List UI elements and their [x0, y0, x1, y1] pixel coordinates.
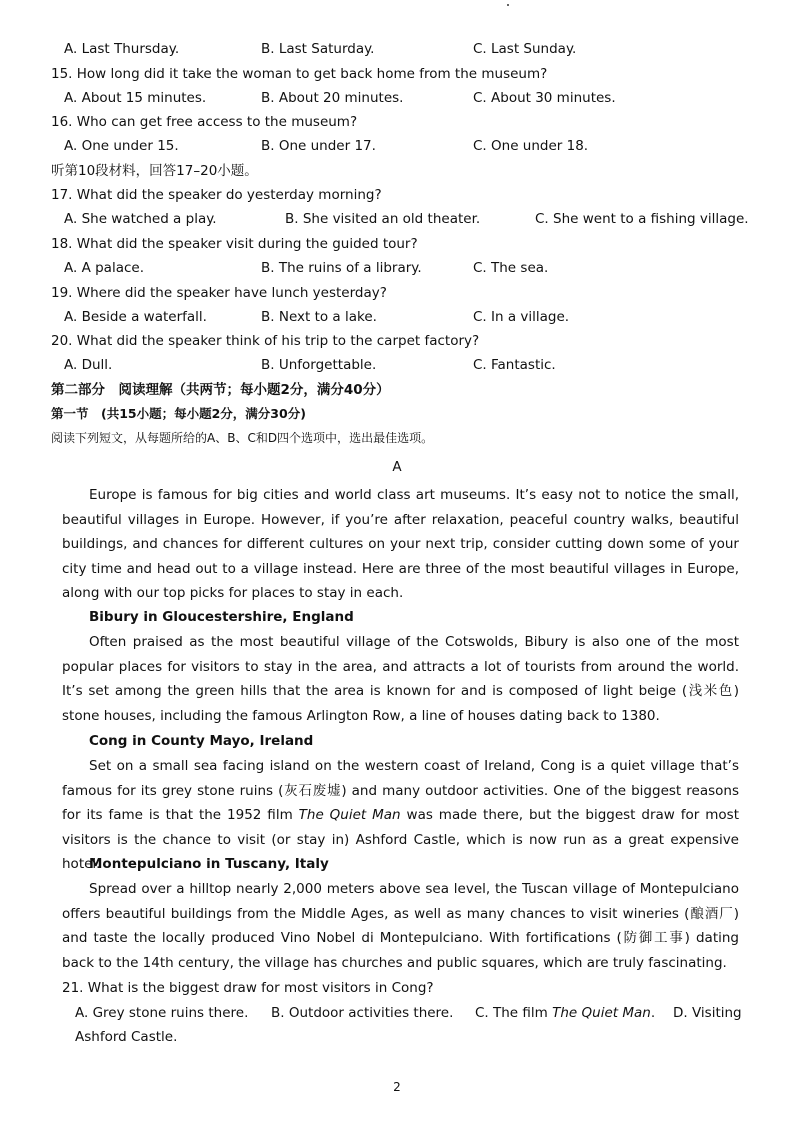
q21-option-c — [475, 1004, 655, 1022]
q15-stem: 15. How long did it take the woman to get back home from the museum? — [51, 66, 548, 82]
q16-stem: 16. Who can get free access to the museum? — [51, 114, 358, 130]
q18-option-b: B. The ruins of a library. — [261, 260, 422, 276]
reading-instruction: 阅读下列短文，从每题所给的A、B、C和D四个选项中，选出最佳选项。 — [51, 431, 434, 445]
bibury-text: Often praised as the most beautiful village of the Cotswolds, Bibury is also one of the most popular places for visitors to stay in the area, and attracts a lot of tourists from around the world. It’s set among the green hills that the area is known for and is composed of light beige (浅米色) stone houses, including the famous Arlington Row, a line of houses dating back to 1380. — [62, 634, 739, 724]
q17-option-a: A. She watched a play. — [64, 211, 217, 227]
q21-option-c-suffix: . — [650, 1005, 656, 1021]
cong-text-2: was made there, but the biggest draw for most visitors is the chance to visit (or stay in) Ashford Castle, which is now run as a great expensive hotel. — [62, 807, 739, 872]
q21-stem: 21. What is the biggest draw for most visitors in Cong? — [62, 980, 434, 996]
q19-option-c: C. In a village. — [473, 309, 570, 325]
q17-option-c: C. She went to a fishing village. — [535, 211, 749, 227]
q15-option-b: B. About 20 minutes. — [261, 90, 404, 106]
q19-option-b: B. Next to a lake. — [261, 309, 377, 325]
q16-option-c: C. One under 18. — [473, 138, 589, 154]
bibury-title: Bibury in Gloucestershire, England — [89, 609, 354, 625]
bibury-paragraph — [62, 630, 739, 728]
q21-option-b: B. Outdoor activities there. — [271, 1005, 454, 1021]
cong-film-title: The Quiet Man — [298, 807, 401, 823]
q21-option-d-continued: Ashford Castle. — [75, 1029, 178, 1045]
q21-option-c-film: The Quiet Man — [552, 1005, 651, 1021]
passage-letter: A — [392, 459, 402, 475]
montepulciano-paragraph — [62, 877, 739, 975]
montepulciano-text: Spread over a hilltop nearly 2,000 meters above sea level, the Tuscan village of Montepulciano offers beautiful buildings from the Middle Ages, as well as many chances to visit wineries (酿酒厂) and taste the locally produced Vino Nobel di Montepulciano. With fortifications (防御工事) dating back to the 14th century, the village has churches and public squares, which are truly fascinating. — [62, 881, 739, 971]
q14-option-c: C. Last Sunday. — [473, 41, 577, 57]
q21-option-d: D. Visiting — [673, 1005, 742, 1021]
q20-option-b: B. Unforgettable. — [261, 357, 377, 373]
intro-paragraph — [62, 483, 739, 606]
q19-stem: 19. Where did the speaker have lunch yesterday? — [51, 285, 387, 301]
q20-option-c: C. Fantastic. — [473, 357, 556, 373]
q20-option-a: A. Dull. — [64, 357, 113, 373]
q17-option-b: B. She visited an old theater. — [285, 211, 481, 227]
q17-stem: 17. What did the speaker do yesterday morning? — [51, 187, 382, 203]
page-number: 2 — [393, 1080, 401, 1094]
section1-heading: 第一节 (共15小题；每小题2分，满分30分) — [51, 406, 306, 421]
cong-title: Cong in County Mayo, Ireland — [89, 733, 314, 749]
scan-mark — [507, 4, 509, 6]
q19-option-a: A. Beside a waterfall. — [64, 309, 207, 325]
intro-text: Europe is famous for big cities and world class art museums. It’s easy not to notice the small, beautiful villages in Europe. However, if you’re after relaxation, peaceful country walks, beautiful buildings, and chances for different cultures on your next trip, consider cutting down some of your city time and head out to a village instead. Here are three of the most beautiful villages in Europe, along with our top picks for places to stay in each. — [62, 487, 739, 601]
q15-option-c: C. About 30 minutes. — [473, 90, 616, 106]
cong-text-1: Set on a small sea facing island on the western coast of Ireland, Cong is a quiet village that’s famous for its grey stone ruins (灰石废墟) and many outdoor activities. One of the biggest reasons for its fame is that the 1952 film — [62, 758, 739, 823]
q18-option-a: A. A palace. — [64, 260, 144, 276]
q21-option-a: A. Grey stone ruins there. — [75, 1005, 249, 1021]
material-10-heading: 听第10段材料，回答17–20小题。 — [51, 163, 258, 179]
q15-option-a: A. About 15 minutes. — [64, 90, 207, 106]
montepulciano-title: Montepulciano in Tuscany, Italy — [89, 856, 329, 872]
q18-stem: 18. What did the speaker visit during the guided tour? — [51, 236, 418, 252]
part2-heading: 第二部分 阅读理解（共两节；每小题2分，满分40分） — [51, 382, 390, 398]
q14-option-a: A. Last Thursday. — [64, 41, 180, 57]
q16-option-a: A. One under 15. — [64, 138, 179, 154]
q20-stem: 20. What did the speaker think of his trip to the carpet factory? — [51, 333, 480, 349]
q21-option-c-prefix: C. The film — [475, 1005, 553, 1021]
q16-option-b: B. One under 17. — [261, 138, 376, 154]
q14-option-b: B. Last Saturday. — [261, 41, 375, 57]
q18-option-c: C. The sea. — [473, 260, 549, 276]
